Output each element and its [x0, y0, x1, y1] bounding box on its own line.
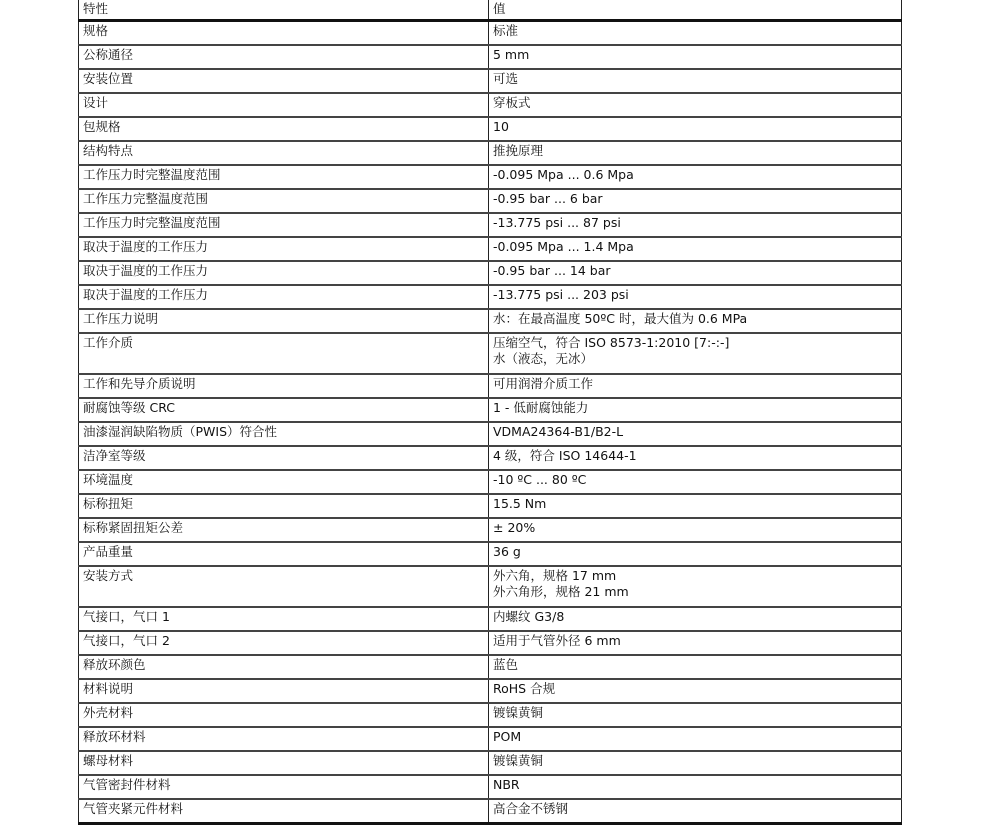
property-cell: 气接口，气口 2 [79, 631, 489, 655]
table-row [79, 21, 902, 46]
value-cell: 可选 [489, 69, 902, 93]
table-row [79, 494, 902, 518]
property-cell: 洁净室等级 [79, 446, 489, 470]
value-cell: -13.775 psi ... 203 psi [489, 285, 902, 309]
value-cell: 外六角，规格 17 mm 外六角形，规格 21 mm [489, 566, 902, 607]
value-cell: 标准 [489, 21, 902, 46]
property-cell: 规格 [79, 21, 489, 46]
property-cell: 气管夹紧元件材料 [79, 799, 489, 824]
value-cell: VDMA24364-B1/B2-L [489, 422, 902, 446]
property-cell: 标称紧固扭矩公差 [79, 518, 489, 542]
property-cell: 气接口，气口 1 [79, 607, 489, 631]
table-row [79, 727, 902, 751]
property-cell: 工作压力时完整温度范围 [79, 213, 489, 237]
spec-table [78, 0, 902, 825]
value-cell: POM [489, 727, 902, 751]
value-cell: 可用润滑介质工作 [489, 374, 902, 398]
header-value: 值 [489, 0, 902, 21]
table-row [79, 165, 902, 189]
table-row [79, 655, 902, 679]
table-header-row [79, 0, 902, 21]
property-cell: 包规格 [79, 117, 489, 141]
property-cell: 工作压力完整温度范围 [79, 189, 489, 213]
value-cell: 适用于气管外径 6 mm [489, 631, 902, 655]
property-cell: 取决于温度的工作压力 [79, 285, 489, 309]
value-cell: -10 ºC ... 80 ºC [489, 470, 902, 494]
value-cell: 10 [489, 117, 902, 141]
property-cell: 环境温度 [79, 470, 489, 494]
value-cell: 蓝色 [489, 655, 902, 679]
property-cell: 螺母材料 [79, 751, 489, 775]
value-cell: 5 mm [489, 45, 902, 69]
table-row [79, 261, 902, 285]
property-cell: 安装方式 [79, 566, 489, 607]
value-cell: 水：在最高温度 50ºC 时，最大值为 0.6 MPa [489, 309, 902, 333]
table-row [79, 422, 902, 446]
property-cell: 工作压力时完整温度范围 [79, 165, 489, 189]
table-row [79, 69, 902, 93]
header-feature: 特性 [79, 0, 489, 21]
value-cell: 压缩空气，符合 ISO 8573-1:2010 [7:-:-] 水（液态，无冰） [489, 333, 902, 374]
table-row [79, 237, 902, 261]
value-cell: 镀镍黄铜 [489, 751, 902, 775]
value-cell: NBR [489, 775, 902, 799]
table-row [79, 285, 902, 309]
value-cell: -0.95 bar ... 14 bar [489, 261, 902, 285]
value-cell: 4 级，符合 ISO 14644-1 [489, 446, 902, 470]
property-cell: 耐腐蚀等级 CRC [79, 398, 489, 422]
table-row [79, 775, 902, 799]
property-cell: 工作压力说明 [79, 309, 489, 333]
value-cell: -0.095 Mpa ... 1.4 Mpa [489, 237, 902, 261]
value-cell: 15.5 Nm [489, 494, 902, 518]
table-row [79, 631, 902, 655]
table-row [79, 679, 902, 703]
value-cell: 镀镍黄铜 [489, 703, 902, 727]
table-row [79, 398, 902, 422]
property-cell: 安装位置 [79, 69, 489, 93]
table-row [79, 93, 902, 117]
property-cell: 标称扭矩 [79, 494, 489, 518]
value-cell: 内螺纹 G3/8 [489, 607, 902, 631]
table-row [79, 566, 902, 607]
table-row [79, 309, 902, 333]
table-row [79, 141, 902, 165]
property-cell: 设计 [79, 93, 489, 117]
table-row [79, 333, 902, 374]
property-cell: 结构特点 [79, 141, 489, 165]
table-row [79, 518, 902, 542]
table-row [79, 189, 902, 213]
value-cell: ± 20% [489, 518, 902, 542]
value-cell: 穿板式 [489, 93, 902, 117]
value-cell: RoHS 合规 [489, 679, 902, 703]
table-row [79, 374, 902, 398]
property-cell: 产品重量 [79, 542, 489, 566]
table-row [79, 751, 902, 775]
value-cell: -0.95 bar ... 6 bar [489, 189, 902, 213]
property-cell: 公称通径 [79, 45, 489, 69]
property-cell: 材料说明 [79, 679, 489, 703]
value-cell: -13.775 psi ... 87 psi [489, 213, 902, 237]
table-body [79, 21, 902, 824]
value-cell: 高合金不锈钢 [489, 799, 902, 824]
table-row [79, 117, 902, 141]
value-cell: -0.095 Mpa ... 0.6 Mpa [489, 165, 902, 189]
value-cell: 1 - 低耐腐蚀能力 [489, 398, 902, 422]
table-row [79, 470, 902, 494]
property-cell: 工作介质 [79, 333, 489, 374]
table-row [79, 446, 902, 470]
table-row [79, 799, 902, 824]
property-cell: 取决于温度的工作压力 [79, 237, 489, 261]
value-cell: 推挽原理 [489, 141, 902, 165]
table-row [79, 542, 902, 566]
property-cell: 释放环颜色 [79, 655, 489, 679]
property-cell: 外壳材料 [79, 703, 489, 727]
table-row [79, 607, 902, 631]
property-cell: 释放环材料 [79, 727, 489, 751]
property-cell: 气管密封件材料 [79, 775, 489, 799]
table-row [79, 45, 902, 69]
table-row [79, 213, 902, 237]
property-cell: 油漆湿润缺陷物质（PWIS）符合性 [79, 422, 489, 446]
value-cell: 36 g [489, 542, 902, 566]
property-cell: 工作和先导介质说明 [79, 374, 489, 398]
property-cell: 取决于温度的工作压力 [79, 261, 489, 285]
table-row [79, 703, 902, 727]
